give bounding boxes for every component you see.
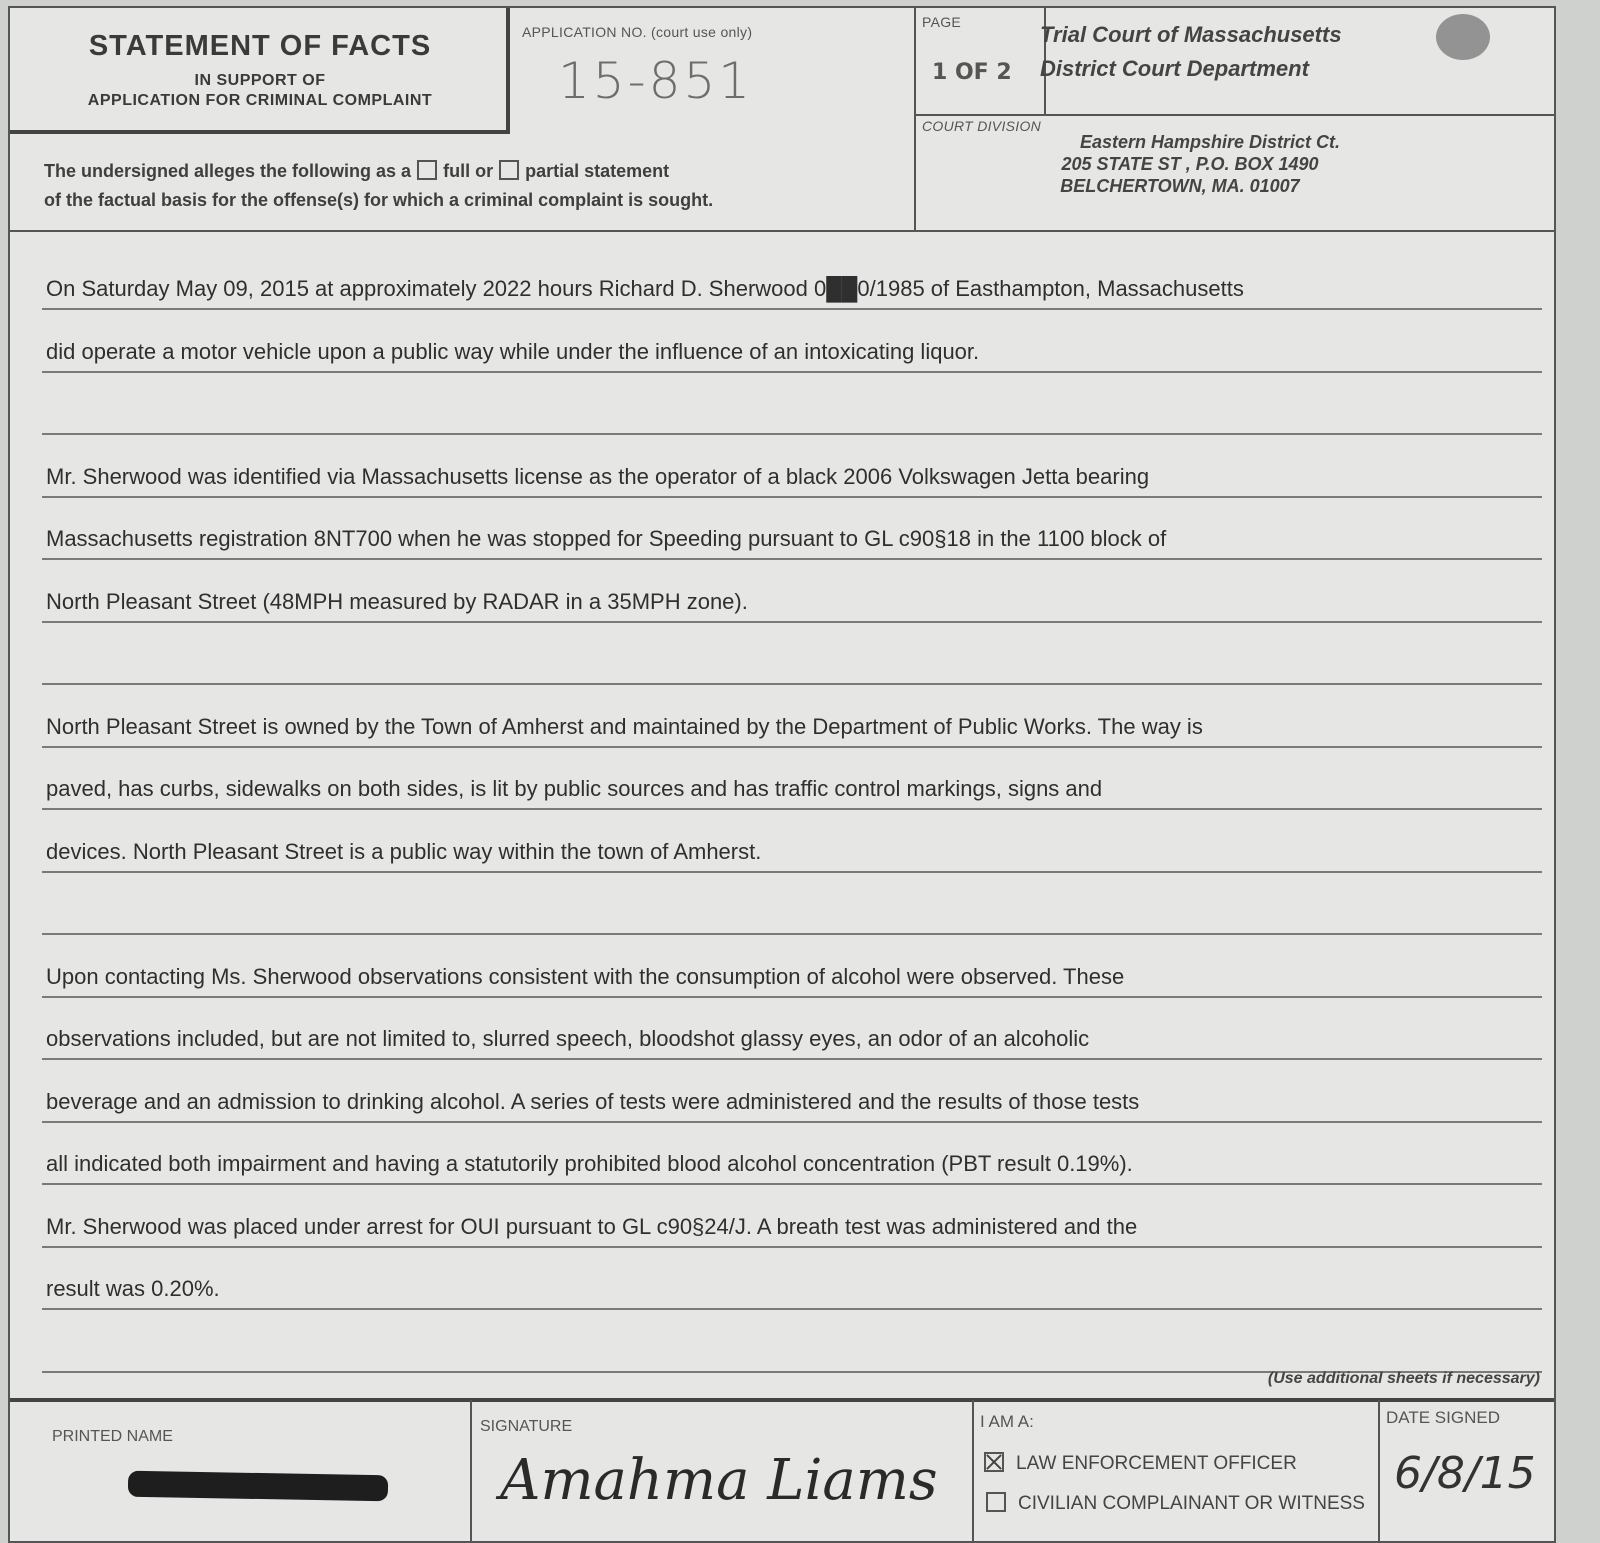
statement-rule-line <box>42 496 1542 498</box>
full-statement-checkbox[interactable] <box>417 160 437 180</box>
statement-rule-line <box>42 1246 1542 1248</box>
law-enforcement-checkbox[interactable] <box>984 1452 1004 1472</box>
full-label: full or <box>443 161 494 181</box>
statement-rule-line <box>42 683 1542 685</box>
allegation-line-1 <box>44 160 669 182</box>
form-subtitle-2: APPLICATION FOR CRIMINAL COMPLAINT <box>87 92 433 109</box>
printed-name-label: PRINTED NAME <box>52 1428 173 1445</box>
allegation-line-2: of the factual basis for the offense(s) for which a criminal complaint is sought. <box>44 190 714 210</box>
statement-rule-line <box>42 433 1542 435</box>
partial-statement-checkbox[interactable] <box>499 160 519 180</box>
page-value: 1 OF 2 <box>932 60 1012 85</box>
statement-rule-line <box>42 371 1542 373</box>
court-division-line-1: Eastern Hampshire District Ct. <box>1079 132 1341 152</box>
header-divider-3 <box>914 114 1554 116</box>
printed-name-redaction <box>128 1471 388 1502</box>
statement-line-text: observations included, but are not limited to, slurred speech, bloodshot glassy eyes, an odor of an alcoholic <box>46 1026 1090 1051</box>
application-no-value: 15-851 <box>558 52 754 110</box>
statement-rule-line <box>42 1308 1542 1310</box>
court-name-line-2: District Court Department <box>1040 56 1309 81</box>
statement-of-facts-form <box>8 6 1556 1543</box>
court-name-line-1: Trial Court of Massachusetts <box>1040 22 1342 47</box>
civilian-checkbox[interactable] <box>986 1492 1006 1512</box>
title-box-right-rule <box>506 8 510 134</box>
partial-label: partial statement <box>525 161 670 181</box>
law-enforcement-option[interactable] <box>984 1452 1297 1475</box>
statement-rule-line <box>42 1183 1542 1185</box>
application-no-label: APPLICATION NO. (court use only) <box>522 24 753 40</box>
statement-rule-line <box>42 558 1542 560</box>
court-division-line-2: 205 STATE ST , P.O. BOX 1490 <box>1061 154 1319 174</box>
civilian-label: CIVILIAN COMPLAINANT OR WITNESS <box>1018 1493 1365 1514</box>
statement-line-text: North Pleasant Street (48MPH measured by RADAR in a 35MPH zone). <box>46 588 748 614</box>
header-divider-1 <box>914 8 916 232</box>
footer-divider-1 <box>470 1400 472 1543</box>
footer-divider-2 <box>972 1400 974 1543</box>
law-enforcement-label: LAW ENFORCEMENT OFFICER <box>1016 1453 1297 1474</box>
statement-line-text: Mr. Sherwood was placed under arrest for OUI pursuant to GL c90§24/J. A breath test was administered and the <box>46 1213 1138 1239</box>
date-signed-label: DATE SIGNED <box>1386 1408 1500 1427</box>
statement-line-text: all indicated both impairment and having a statutorily prohibited blood alcohol concentration (PBT result 0.19%). <box>46 1151 1133 1176</box>
court-division-label: COURT DIVISION <box>922 118 1042 134</box>
date-signed-value: 6/8/15 <box>1394 1448 1536 1499</box>
statement-rule-line <box>42 308 1542 310</box>
signature-label: SIGNATURE <box>480 1418 573 1435</box>
allegation-text: The undersigned alleges the following as a <box>44 161 412 181</box>
statement-rule-line <box>42 1121 1542 1123</box>
statement-line-text: Massachusetts registration 8NT700 when he was stopped for Speeding pursuant to GL c90§18 in the 1100 block of <box>46 526 1167 551</box>
page-label: PAGE <box>922 14 962 30</box>
civilian-option[interactable] <box>986 1492 1365 1515</box>
court-seal-icon <box>1436 14 1490 60</box>
statement-line-text: Upon contacting Ms. Sherwood observations consistent with the consumption of alcohol were observed. These <box>46 963 1125 989</box>
statement-line-text: devices. North Pleasant Street is a public way within the town of Amherst. <box>46 838 762 864</box>
title-box-bottom-rule <box>10 130 510 134</box>
statement-rule-line <box>42 746 1542 748</box>
signature-value: Amahma Liams <box>500 1448 938 1513</box>
statement-line-text: did operate a motor vehicle upon a public way while under the influence of an intoxicating liquor. <box>46 338 980 364</box>
form-subtitle-1: IN SUPPORT OF <box>194 72 326 89</box>
statement-rule-line <box>42 996 1542 998</box>
footer-divider-3 <box>1378 1400 1380 1543</box>
court-division-line-3: BELCHERTOWN, MA. 01007 <box>1060 176 1300 196</box>
statement-rule-line <box>42 808 1542 810</box>
statement-rule-line <box>42 933 1542 935</box>
statement-rule-line <box>42 621 1542 623</box>
footer-top-rule <box>10 1398 1554 1402</box>
statement-line-text: Mr. Sherwood was identified via Massachusetts license as the operator of a black 2006 Volkswagen Jetta bearing <box>46 463 1150 489</box>
statement-rule-line <box>42 871 1542 873</box>
additional-sheets-note: (Use additional sheets if necessary) <box>1267 1370 1540 1387</box>
statement-rule-line <box>42 1058 1542 1060</box>
statement-line-text: beverage and an admission to drinking alcohol. A series of tests were administered and the results of those tests <box>46 1088 1140 1114</box>
form-title: STATEMENT OF FACTS <box>88 30 432 62</box>
statement-line-text: On Saturday May 09, 2015 at approximately 2022 hours Richard D. Sherwood 0██0/1985 of Easthampton, Massachusetts <box>46 276 1244 301</box>
statement-line-text: paved, has curbs, sidewalks on both sides, is lit by public sources and has traffic control markings, signs and <box>46 776 1103 801</box>
statement-line-text: result was 0.20%. <box>46 1276 220 1301</box>
statement-line-text: North Pleasant Street is owned by the Town of Amherst and maintained by the Department of Public Works. The way is <box>46 713 1203 739</box>
i-am-a-label: I AM A: <box>980 1412 1034 1431</box>
header-bottom-rule <box>10 230 1554 232</box>
